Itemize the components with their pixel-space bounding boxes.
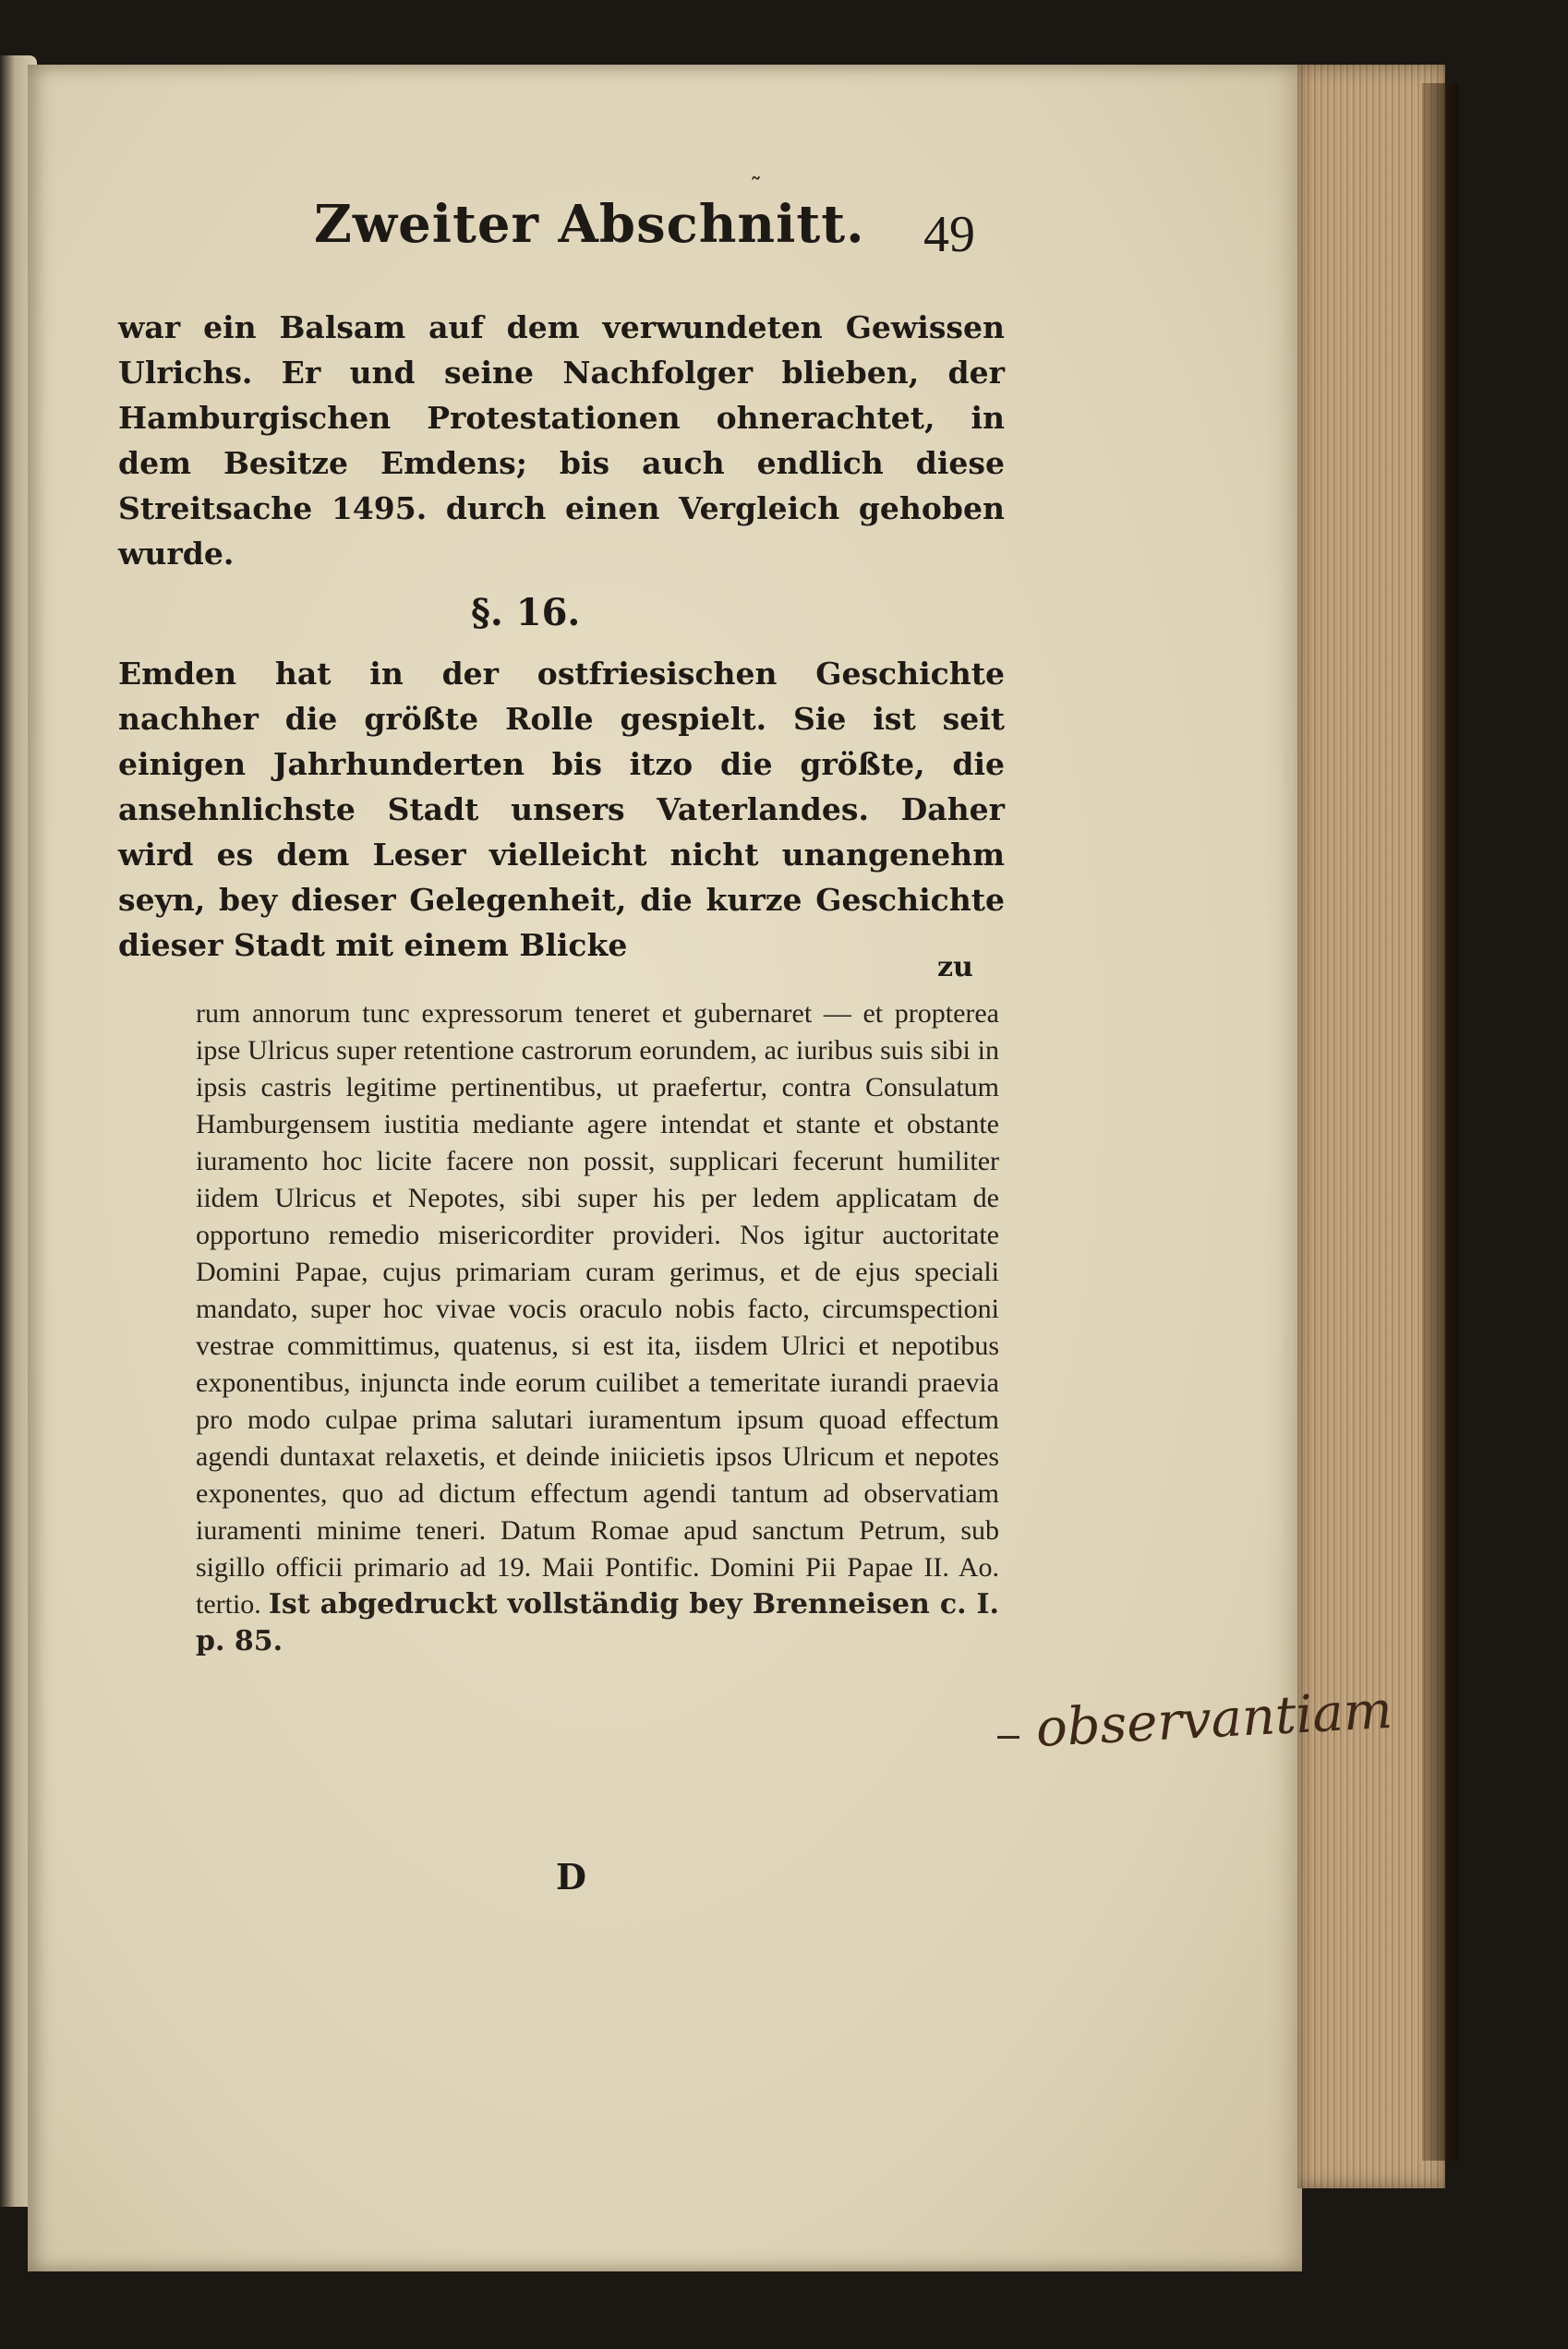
body-paragraph-1: war ein Balsam auf dem verwundeten Gewissen Ulrichs. Er und seine Nachfolger blieben, der Hamburgischen Protestationen ohnerachtet, in dem Besitze Emdens; bis auch endlich diese Streitsache 1495. durch einen Vergleich gehoben wurde. [118, 309, 1005, 572]
section-heading: §. 16. [471, 591, 581, 634]
catchword: zu [937, 951, 973, 983]
footnote-latin-text: rum annorum tunc expressorum teneret et gubernaret — et propterea ipse Ulricus super retentione castrorum eorundem, ac iuribus suis sibi in ipsis castris legitime pertinentibus, ut praefertur, contra Consulatum Hamburgensem iustitia mediante agere intendat et stante et obstante iuramento hoc licite facere non possit, supplicari fecerunt humiliter iidem Ulricus et Nepotes, sibi super his per ledem applicatam de opportuno remedio misericorditer provideri. Nos igitur auctoritate Domini Papae, cujus primariam curam gerimus, et de ejus speciali mandato, super hoc vivae vocis oraculo nobis facto, circumspectioni vestrae committimus, quatenus, si est ita, iisdem Ulrici et nepotibus exponentibus, injuncta inde eorum cuilibet a temeritate iurandi praevia pro modo culpae prima salutari iuramentum ipsum quoad effectum agendi duntaxat relaxetis, et deinde iniicietis ipsos Ulricum et nepotes exponentes, quo ad dictum effectum agendi tantum ad observatiam iuramenti minime teneri. Datum Romae apud sanctum Petrum, sub sigillo officii primario ad 19. Maii Pontific. Domini Pii Papae II. Ao. tertio. [196, 998, 999, 1620]
body-paragraph-2: Emden hat in der ostfriesischen Geschichte nachher die größte Rolle gespielt. Sie ist seit einigen Jahrhunderten bis itzo die größte, die ansehnlichste Stadt unsers Vaterlandes. Daher wird es dem Leser vielleicht nicht unangenehm seyn, bey dieser Gelegenheit, die kurze Geschichte dieser Stadt mit einem Blicke [118, 656, 1005, 963]
printer-mark: ˜ [750, 174, 762, 201]
margin-handwritten-note: observantiam [1034, 1680, 1394, 1759]
running-head: Zweiter Abschnitt. [314, 194, 865, 255]
footnote [196, 995, 999, 1660]
binding-shadow [1422, 83, 1459, 2161]
margin-dash [997, 1736, 1019, 1739]
footnote-german-tail: Ist abgedruckt vollständig bey Brenneisen c. I. p. 85. [196, 1588, 1000, 1657]
signature-mark: D [556, 1856, 586, 1897]
page-number: 49 [923, 206, 975, 263]
